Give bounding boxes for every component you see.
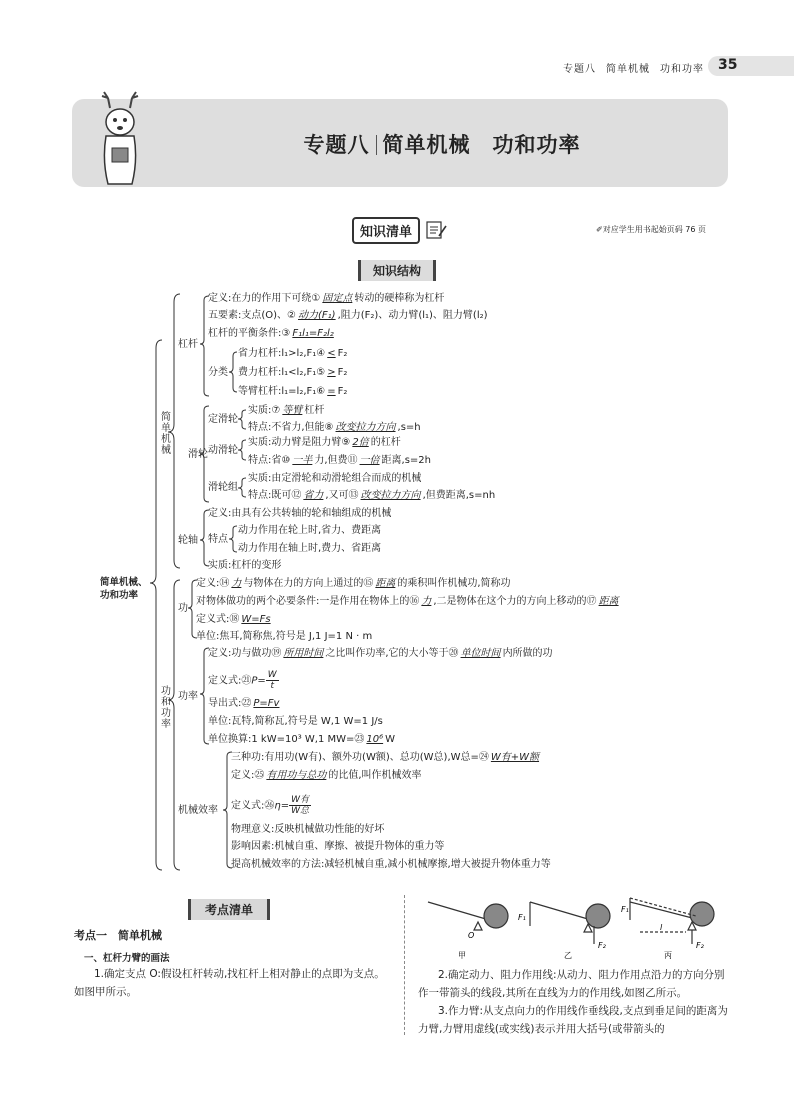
ref-note-text: 对应学生用书起始页码 76 页 (602, 225, 706, 234)
answer: 所用时间 (283, 648, 324, 659)
page-number: 35 (718, 57, 738, 73)
answer: 10⁶ (366, 734, 384, 745)
fixed-pulley-essence (248, 404, 324, 417)
text: 的乘积叫作机械功,简称功 (397, 578, 511, 589)
power-definition (208, 647, 553, 660)
answer: 2倍 (352, 437, 369, 448)
efficiency-meaning: 物理意义:反映机械做功性能的好坏 (231, 824, 385, 835)
formula-lhs: P= (251, 675, 266, 687)
header-title2: 功和功率 (660, 64, 704, 75)
answer: 单位时间 (460, 648, 501, 659)
structure-section-label: 知识结构 (358, 260, 436, 281)
branch-work-power: 功 和 功 率 (161, 686, 171, 730)
lever-force-saving (238, 347, 347, 360)
axle-essence: 实质:杠杆的变形 (208, 560, 282, 571)
fig-a-caption: 甲 (458, 951, 466, 960)
efficiency-formula (231, 795, 311, 816)
fig-b-caption: 乙 (564, 951, 572, 960)
text: 费力杠杆:l₁<l₂,F₁⑤ (238, 367, 326, 378)
text: 特点:省⑩ (248, 455, 291, 466)
text: F₂ (337, 348, 348, 359)
paragraph-step1: 1.确定支点 O:假设杠杆转动,找杠杆上相对静止的点即为支点。如图甲所示。 (74, 968, 385, 998)
moving-pulley-feature (248, 454, 431, 467)
efficiency-label: 机械效率 (178, 805, 218, 816)
lever-equal-arm (238, 385, 347, 398)
answer: W有+W额 (490, 752, 540, 763)
text: 距离,s=2h (381, 455, 431, 466)
force-f1-label: F₁ (518, 913, 526, 922)
text: 单位换算:1 kW=10³ W,1 MW=㉓ (208, 734, 365, 745)
answer: 省力 (303, 490, 324, 501)
efficiency-three-works (231, 751, 541, 764)
answer: 距离 (598, 596, 619, 607)
knowledge-list-badge: 知识清单 (352, 217, 420, 244)
lever-five-elements (208, 309, 488, 322)
text: ,但费距离,s=nh (422, 490, 496, 501)
text: 省力杠杆:l₁>l₂,F₁④ (238, 348, 326, 359)
lever-classification-label: 分类 (208, 367, 228, 378)
denominator: t (270, 681, 275, 691)
numerator: W (267, 670, 277, 680)
text: 对物体做功的两个必要条件:一是作用在物体上的⑯ (196, 596, 420, 607)
reference-icon: ✐ (596, 225, 603, 234)
answer: 改变拉力方向 (335, 422, 396, 433)
text: 定义式:㉑ (208, 675, 252, 687)
formula-fraction (289, 795, 311, 816)
text: 杠杆 (304, 405, 325, 416)
text: 特点:既可⑫ (248, 490, 302, 501)
text: 定义式:⑱ (196, 614, 240, 625)
answer: 力 (231, 578, 242, 589)
pulley-block-essence: 实质:由定滑轮和动滑轮组合而成的机械 (248, 473, 422, 484)
tree-root-label (100, 576, 148, 602)
sub-heading: 一、杠杆力臂的画法 (84, 953, 170, 964)
text: 与物体在力的方向上通过的⑮ (243, 578, 374, 589)
text: 实质:⑦ (248, 405, 281, 416)
force-f2-label: F₂ (598, 941, 606, 950)
force-f1-label-c: F₁ (621, 905, 629, 914)
title-part1: 简单机械 (382, 133, 471, 157)
text: 定义:功与做功⑲ (208, 648, 282, 659)
text: 特点:不省力,但能⑧ (248, 422, 334, 433)
text: ,阻力(F₂)、动力臂(l₁)、阻力臂(l₂) (337, 310, 488, 321)
answer: 一半 (292, 455, 313, 466)
title-part2: 功和功率 (492, 133, 581, 157)
text: 实质:动力臂是阻力臂⑨ (248, 437, 351, 448)
text: 定义式:㉖ (231, 800, 275, 812)
power-conversion (208, 733, 395, 746)
fig-c-caption: 丙 (664, 951, 672, 960)
text: 之比叫作功率,它的大小等于⑳ (325, 648, 459, 659)
text: 导出式:㉒ (208, 698, 252, 709)
lever-force-costing (238, 366, 347, 379)
tree-root-text: 简单机械、 功和功率 (100, 577, 148, 601)
answer: 固定点 (322, 293, 353, 304)
answer: F₁l₁=F₂l₂ (292, 328, 334, 339)
answer: 力 (421, 596, 432, 607)
text: F₂ (337, 367, 348, 378)
text: 内所做的功 (502, 648, 553, 659)
answer: 有用功与总功 (266, 770, 327, 781)
efficiency-definition (231, 769, 422, 782)
title-topic: 专题八 (303, 133, 370, 157)
answer: W=Fs (241, 614, 271, 625)
text: 转动的硬棒称为杠杆 (354, 293, 445, 304)
answer: 等臂 (282, 405, 303, 416)
moving-pulley-essence (248, 436, 401, 449)
force-f2-label-c: F₂ (696, 941, 704, 950)
answer: 一倍 (359, 455, 380, 466)
answer: 改变拉力方向 (360, 490, 421, 501)
section-heading: 考点一 简单机械 (74, 929, 162, 942)
axle-feature-wheel: 动力作用在轮上时,省力、费距离 (238, 525, 382, 536)
text: 的比值,叫作机械效率 (328, 770, 422, 781)
text: ,s=h (397, 422, 421, 433)
axle-feature-label: 特点 (208, 534, 228, 545)
lever-diagrams (418, 892, 728, 962)
text: 定义:⑭ (196, 578, 230, 589)
column-divider (404, 895, 405, 1035)
answer: P=Fv (253, 698, 280, 709)
answer: < (327, 348, 336, 359)
paragraph-step2: 2.确定动力、阻力作用线:从动力、阻力作用点沿力的方向分别作一带箭头的线段,其所在直线为力的作用线,如图乙所示。 (418, 969, 725, 999)
text: 五要素:支点(O)、② (208, 310, 297, 321)
text: 的杠杆 (370, 437, 401, 448)
power-derived (208, 697, 281, 710)
text: 等臂杠杆:l₁=l₂,F₁⑥ (238, 386, 326, 397)
power-formula (208, 670, 279, 691)
answer: = (327, 386, 336, 397)
work-formula (196, 613, 273, 626)
text: 定义:在力的作用下可绕① (208, 293, 321, 304)
text: 定义:㉕ (231, 770, 265, 781)
work-conditions (196, 595, 621, 608)
fixed-pulley-feature (248, 421, 421, 434)
text: 杠杆的平衡条件:③ (208, 328, 291, 339)
text: 三种功:有用功(W有)、额外功(W额)、总功(W总),W总=㉔ (231, 752, 489, 763)
header-topic: 专题八 (563, 64, 596, 75)
text: ,二是物体在这个力的方向上移动的⑰ (433, 596, 597, 607)
lever-label: 杠杆 (178, 339, 198, 350)
work-definition (196, 577, 511, 590)
power-unit: 单位:瓦特,简称瓦,符号是 W,1 W=1 J/s (208, 716, 383, 727)
answer: 动力(F₁) (298, 310, 336, 321)
pulley-block-feature (248, 489, 495, 502)
formula-lhs: η= (274, 800, 290, 812)
answer: 距离 (375, 578, 396, 589)
answer: > (327, 367, 336, 378)
lever-balance (208, 327, 336, 340)
header-title1: 简单机械 (606, 64, 650, 75)
exam-points-label: 考点清单 (188, 899, 270, 920)
efficiency-factors: 影响因素:机械自重、摩擦、被提升物体的重力等 (231, 841, 445, 852)
text: W (385, 734, 396, 745)
power-label: 功率 (178, 691, 198, 702)
arm-l-label: l (660, 923, 663, 932)
fixed-pulley-label: 定滑轮 (208, 414, 238, 425)
work-unit: 单位:焦耳,简称焦,符号是 J,1 J=1 N · m (196, 631, 373, 642)
text: ,又可⑬ (325, 490, 359, 501)
text: 力,但费⑪ (314, 455, 358, 466)
lever-definition (208, 292, 444, 305)
axle-label: 轮轴 (178, 535, 198, 546)
paragraph-step3: 3.作力臂:从支点向力的作用线作垂线段,支点到垂足间的距离为力臂,力臂用虚线(或实线)表示并用大括号(或带箭头的 (418, 1005, 728, 1035)
formula-fraction (266, 670, 279, 691)
moving-pulley-label: 动滑轮 (208, 445, 238, 456)
pivot-o-label: O (468, 931, 475, 940)
numerator: W有 (291, 795, 309, 805)
pulley-block-label: 滑轮组 (208, 482, 238, 493)
axle-definition: 定义:由具有公共转轴的轮和轴组成的机械 (208, 508, 392, 519)
text: F₂ (337, 386, 348, 397)
pulley-label: 滑轮 (188, 449, 208, 460)
denominator: W总 (291, 806, 309, 816)
branch-simple-machine: 简 单 机 械 (161, 412, 171, 456)
efficiency-improve: 提高机械效率的方法:减轻机械自重,减小机械摩擦,增大被提升物体重力等 (231, 859, 551, 870)
axle-feature-shaft: 动力作用在轴上时,费力、省距离 (238, 543, 382, 554)
work-label: 功 (178, 603, 188, 614)
